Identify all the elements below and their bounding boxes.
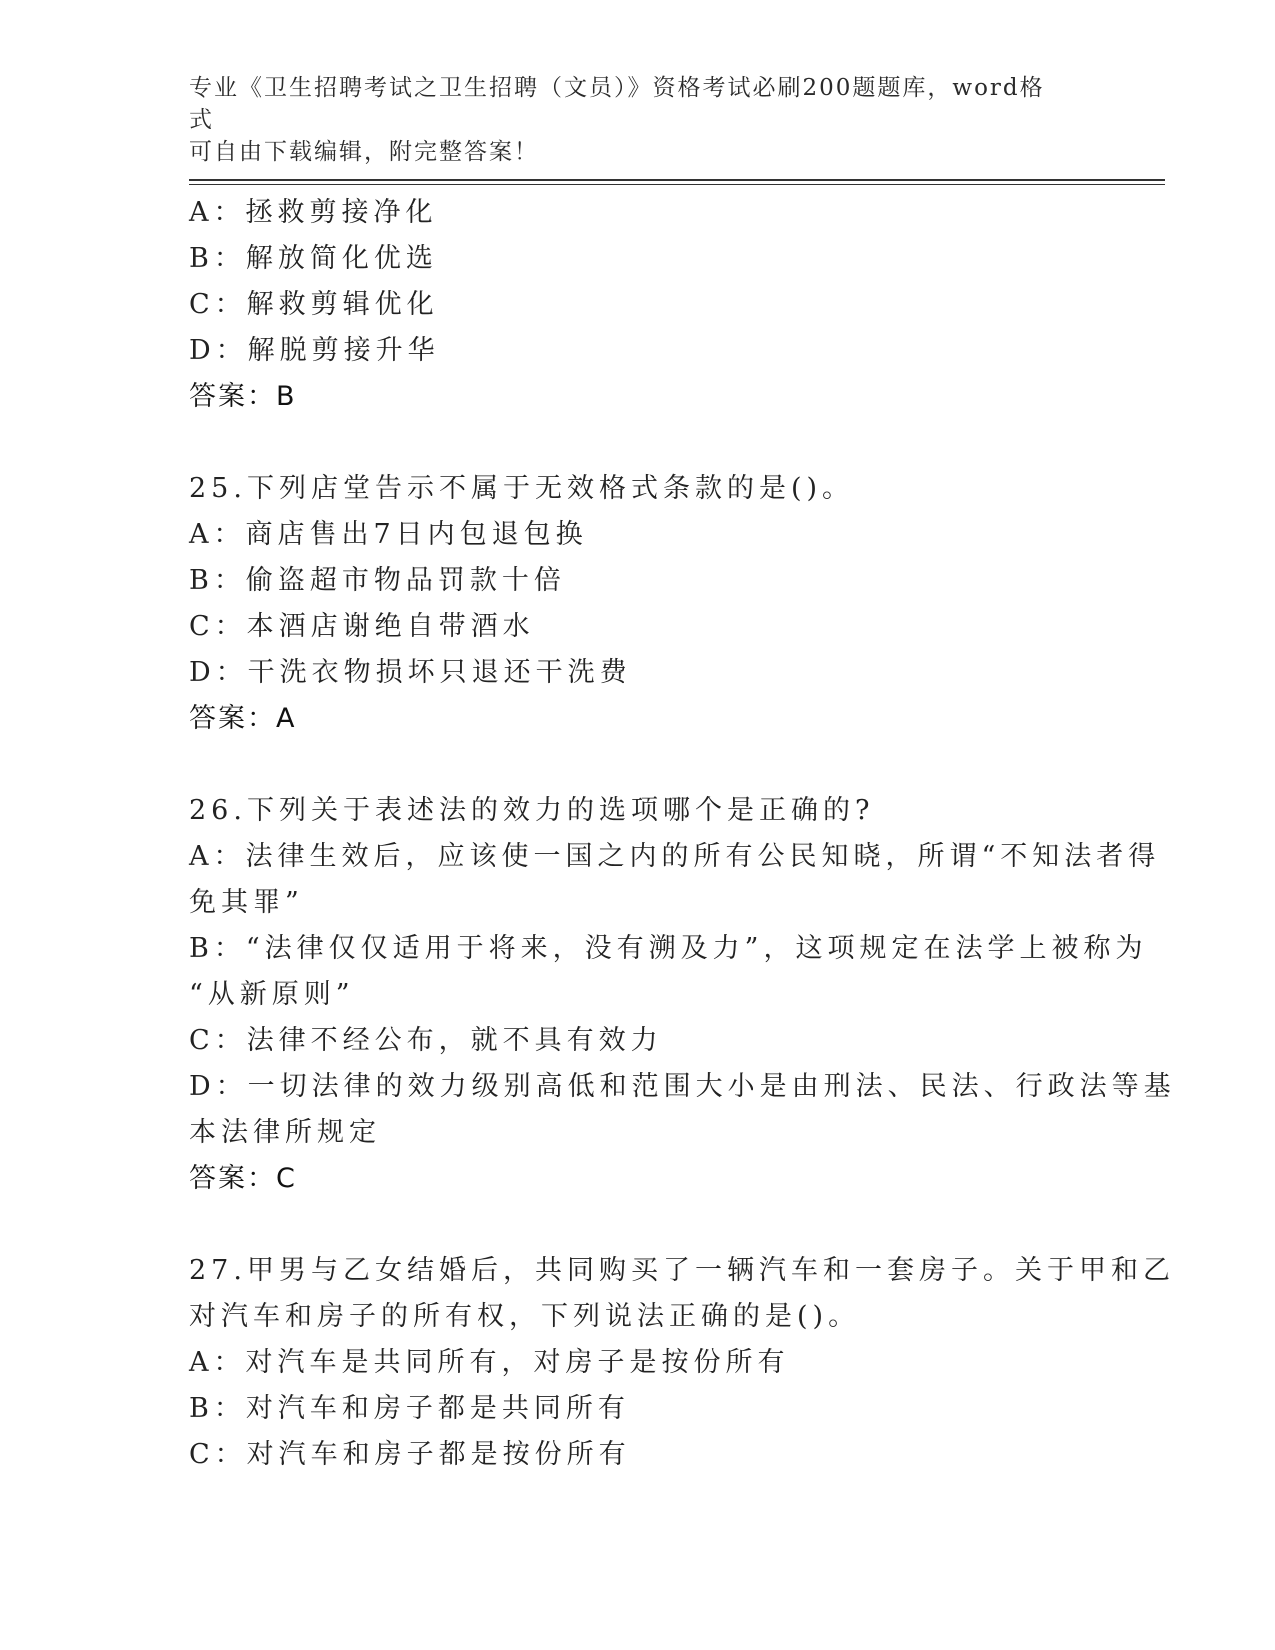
q27-question-line-1: 27.甲男与乙女结婚后，共同购买了一辆汽车和一套房子。关于甲和乙: [189, 1255, 1175, 1286]
q27-option-a: A：对汽车是共同所有，对房子是按份所有: [189, 1347, 790, 1378]
q26-option-a-line-1: A：法律生效后，应该使一国之内的所有公民知晓，所谓“不知法者得: [189, 841, 1161, 872]
q24-option-b: B：解放简化优选: [189, 243, 438, 274]
q26-option-b-line-1: B：“法律仅仅适用于将来，没有溯及力”，这项规定在法学上被称为: [189, 933, 1148, 964]
q25-option-c: C：本酒店谢绝自带酒水: [189, 611, 535, 642]
q24-option-a: A：拯救剪接净化: [189, 197, 438, 228]
q26-option-a-line-2: 免其罪”: [189, 887, 304, 918]
q25-option-d: D：干洗衣物损坏只退还干洗费: [189, 657, 632, 688]
q27-option-b: B：对汽车和房子都是共同所有: [189, 1393, 630, 1424]
spacer: [189, 1202, 1089, 1248]
q24-answer: 答案：B: [189, 381, 297, 412]
q26-option-b-line-2: “从新原则”: [189, 979, 355, 1010]
header-line-2: 可自由下载编辑，附完整答案！: [189, 139, 539, 165]
q24-option-d: D：解脱剪接升华: [189, 335, 440, 366]
q25-option-b: B：偷盗超市物品罚款十倍: [189, 565, 566, 596]
header-line-1: 专业《卫生招聘考试之卫生招聘（文员）》资格考试必刷200题题库，word格式: [189, 75, 1045, 133]
document-header: [189, 72, 1069, 168]
q25-option-a: A：商店售出7日内包退包换: [189, 519, 588, 550]
q25-question: 25.下列店堂告示不属于无效格式条款的是()。: [189, 473, 855, 504]
q26-option-d-line-2: 本法律所规定: [189, 1117, 381, 1148]
question-list: [189, 190, 1176, 1478]
q26-option-d-line-1: D：一切法律的效力级别高低和范围大小是由刑法、民法、行政法等基: [189, 1071, 1176, 1102]
q24-option-c: C：解救剪辑优化: [189, 289, 439, 320]
spacer: [189, 742, 1089, 788]
q26-option-c: C：法律不经公布，就不具有效力: [189, 1025, 663, 1056]
q26-question: 26.下列关于表述法的效力的选项哪个是正确的?: [189, 795, 875, 826]
spacer: [189, 420, 1089, 466]
q27-question-line-2: 对汽车和房子的所有权，下列说法正确的是()。: [189, 1301, 861, 1332]
q25-answer: 答案：A: [189, 703, 297, 734]
q27-option-c: C：对汽车和房子都是按份所有: [189, 1439, 631, 1470]
header-divider-thin: [189, 184, 1165, 185]
header-divider-thick: [189, 179, 1165, 181]
q26-answer: 答案：C: [189, 1163, 297, 1194]
